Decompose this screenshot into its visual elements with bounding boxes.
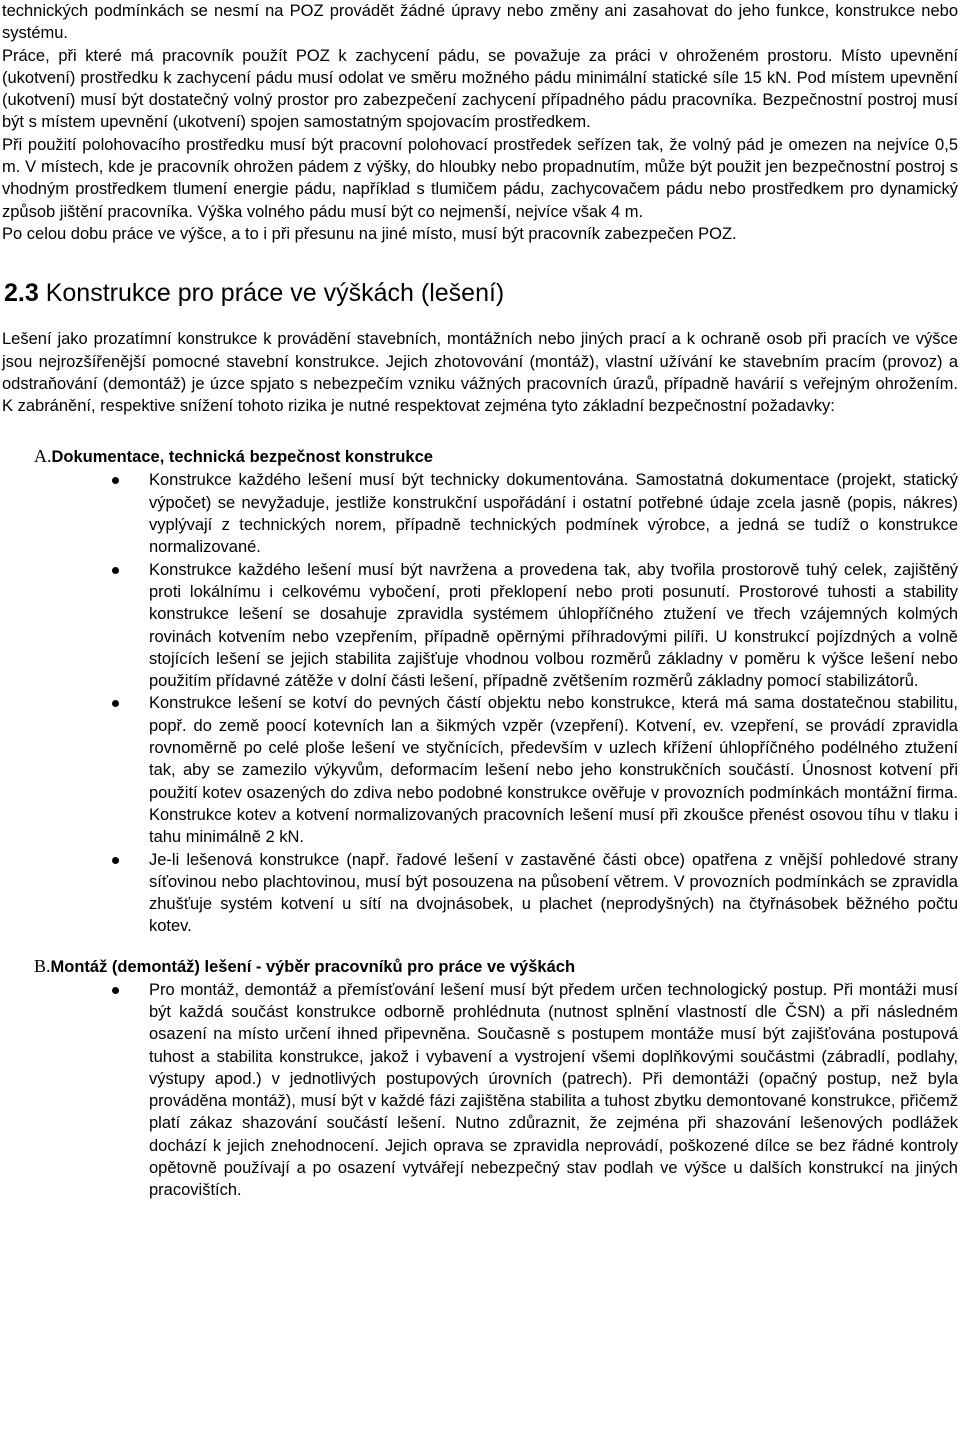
- subsection-b-heading: [34, 954, 958, 979]
- section-heading: [2, 278, 958, 308]
- paragraph-work-at-height: Po celou dobu práce ve výšce, a to i při přesunu na jiné místo, musí být pracovník zabezpečen POZ.: [2, 224, 737, 243]
- section-number: 2.3: [4, 279, 39, 308]
- list-item: Konstrukce každého lešení musí být technicky dokumentována. Samostatná dokumentace (projekt, statický výpočet) se nevyžaduje, jestliže konstrukční uspořádání i ostatní potřebné údaje zcela jasně (popis, nákres) vyplývají z technických norem, případně technických podmínek výrobce, a jedná se tudíž o konstrukce normalizované.: [149, 469, 958, 558]
- section-title: Konstrukce pro práce ve výškách (lešení): [45, 279, 505, 308]
- subsection-b-letter: B.: [34, 955, 51, 976]
- paragraph-poz-modifications: technických podmínkách se nesmí na POZ provádět žádné úpravy nebo změny ani zasahovat do jeho funkce, konstrukce nebo systému.: [2, 2, 958, 43]
- section-intro: Lešení jako prozatímní konstrukce k provádění stavebních, montážních nebo jiných prací a k ochraně osob při pracích ve výšce jsou nejrozšířenější pomocné stavební konstrukce. Jejich zhotovování (montáž), vlastní užívání ke stavebním pracím (provoz) a odstraňování (demontáž) je úzce spjato s nebezpečím vzniku vážných pracovních úrazů, případně havárií s veřejným ohrožením. K zabránění, respektive snížení tohoto rizika je nutné respektovat zejména tyto základní bezpečnostní požadavky:: [2, 330, 958, 416]
- list-item: Konstrukce každého lešení musí být navržena a provedena tak, aby tvořila prostorově tuhý celek, zajištěný proti lokálnímu i celkovému vybočení, proti překlopení nebo proti posunutí. Prostorové tuhosti a stability konstrukce lešení se dosahuje zpravidla systémem úhlopříčného ztužení ve třech vzájemných kolmých rovinách kotvením nebo vzepřením, případně opěrnými příhradovými pilíři. U konstrukcí pojízdných a volně stojících lešení se jejich stabilita zajišťuje vhodnou volbou rozměrů základny v poměru k výšce lešení nebo použitím přídavné zátěže v dolní části lešení, případně zvětšením rozměrů základny pomocí stabilizátorů.: [149, 559, 958, 693]
- subsection-a-title: Dokumentace, technická bezpečnost konstrukce: [51, 448, 433, 467]
- subsection-a-heading: [34, 444, 958, 469]
- subsection-a-letter: A.: [34, 446, 52, 467]
- list-item: Pro montáž, demontáž a přemísťování lešení musí být předem určen technologický postup. Při montáži musí být každá součást konstrukce odborně prohlédnuta (nutnost splnění vlastností dle ČSN) a při následném osazení na místo určení ihned připevněna. Současně s postupem montáže musí být zajišťována postupová tuhost a stabilita konstrukce, jakož i vybavení a vystrojení všemi doplňkovými součástmi (zábradlí, podlahy, výstupy apod.) v jednotlivých postupových úrovních (patrech). Při demontáži (opačný postup, než byla prováděna montáž), musí být v každé fázi zajištěna stabilita a tuhost zbytku demontované konstrukce, přičemž platí zákaz shazování součástí lešení. Nutno zdůraznit, že zejména při shazování lešenových podlážek dochází k jejich znehodnocení. Jejich oprava se zpravidla neprovádí, poškozené dílce se bez řádné kontroly opětovně používají a po osazení vytvářejí nebezpečný stav podlah ve výšce u dalších konstrukcí na jiných pracovištích.: [149, 979, 958, 1202]
- subsection-b-list: [2, 979, 958, 1202]
- subsection-b-title: Montáž (demontáž) lešení - výběr pracovníků pro práce ve výškách: [50, 957, 576, 976]
- list-item: Je-li lešenová konstrukce (např. řadové lešení v zastavěné části obce) opatřena z vnější pohledové strany síťovinou nebo plachtovinou, musí být posouzena na působení větrem. V provozních podmínkách se zpravidla zhušťuje systém kotvení u sítí na dvojnásobek, u plachet (neprodyšných) na čtyřnásobek běžného počtu kotev.: [149, 849, 958, 938]
- paragraph-positioning-device: Při použití polohovacího prostředku musí být pracovní polohovací prostředek seřízen tak, že volný pád je omezen na nejvíce 0,5 m. V místech, kde je pracovník ohrožen pádem z výšky, do hloubky nebo propadnutím, může být použit jen bezpečnostní postroj s vhodným prostředkem tlumení energie pádu, například s tlumičem pádu, zachycovačem pádu nebo prostředkem pro dynamický způsob jištění pracovníka. Výška volného pádu musí být co nejmenší, nejvíce však 4 m.: [2, 135, 958, 221]
- subsection-a-list: [2, 469, 958, 937]
- list-item: Konstrukce lešení se kotví do pevných částí objektu nebo konstrukce, která má sama dostatečnou stabilitu, popř. do země poocí kotevních lan a šikmých vzpěr (vzepření). Kotvení, ev. vzepření, se provádí zpravidla rovnoměrně po celé ploše lešení ve styčnících, především v uzlech křížení úhlopříčného podélného ztužení tak, aby se zamezilo výkyvům, deformacím lešení nebo jeho konstrukčních součástí. Únosnost kotvení při použití kotev osazených do zdiva nebo podobné konstrukce ověřuje v provozních podmínkách montážní firma. Konstrukce kotev a kotvení normalizovaných pracovních lešení musí při zkoušce přenést osovou tíhu v tlaku i tahu minimálně 2 kN.: [149, 692, 958, 848]
- paragraph-fall-arrest-anchor: Práce, při které má pracovník použít POZ k zachycení pádu, se považuje za práci v ohroženém prostoru. Místo upevnění (ukotvení) prostředku k zachycení pádu musí odolat ve směru možného pádu minimální statické síle 15 kN. Pod místem upevnění (ukotvení) musí být dostatečný volný prostor pro zabezpečení zachycení případného pádu pracovníka. Bezpečnostní postroj musí být s místem upevnění (ukotvení) spojen samostatným spojovacím prostředkem.: [2, 46, 958, 132]
